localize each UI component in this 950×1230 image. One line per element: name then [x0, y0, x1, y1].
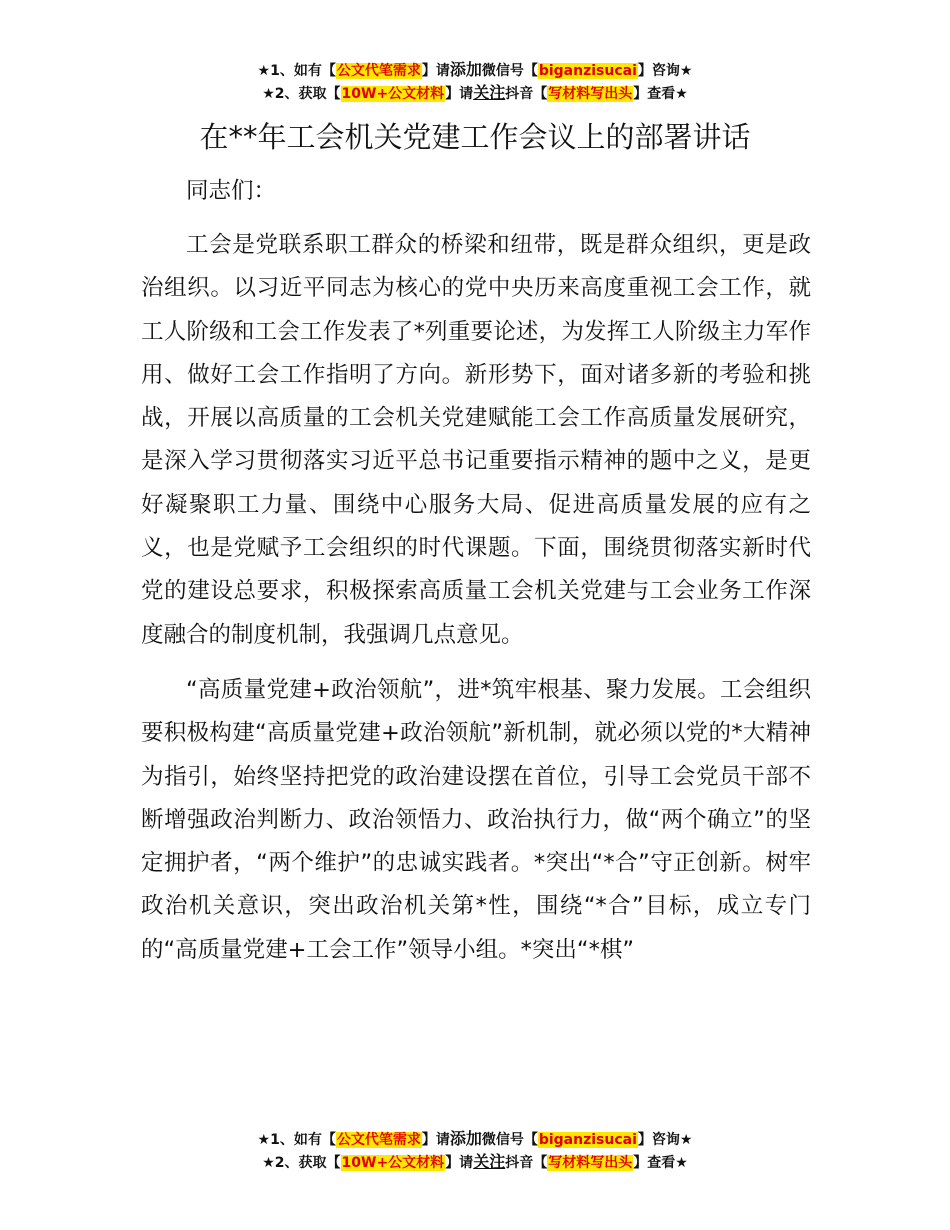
banner-text: ★2、获取【 [262, 1155, 341, 1171]
banner-text: ★1、如有【 [257, 1132, 336, 1148]
banner-text: 】请 [421, 1132, 450, 1148]
banner-text: 微信号【 [481, 63, 538, 79]
banner-text: ★1、如有【 [257, 63, 336, 79]
document-title: 在**年工会机关党建工作会议上的部署讲话 [199, 120, 751, 154]
banner-emphasis: 添加 [449, 1129, 482, 1148]
banner-emphasis: 关注 [473, 1152, 506, 1171]
banner-line-2 [0, 82, 950, 105]
banner-text: 】请 [445, 1155, 474, 1171]
banner-highlight: 写材料写出头 [548, 1155, 633, 1171]
banner-text: 】请 [421, 63, 450, 79]
banner-text: 】咨询★ [637, 1132, 693, 1148]
banner-line-2 [0, 1151, 950, 1174]
banner-text: ★2、获取【 [262, 86, 341, 102]
banner-highlight: biganzisucai [538, 1132, 637, 1148]
banner-text: 抖音【 [505, 86, 548, 102]
body-paragraph: 工会是党联系职工群众的桥梁和纽带，既是群众组织，更是政治组织。以习近平同志为核心的党中央历来高度重视工会工作，就工人阶级和工会工作发表了*列重要论述，为发挥工人阶级主力军作用、做好工会工作指明了方向。新形势下，面对诸多新的考验和挑战，开展以高质量的工会机关党建赋能工会工作高质量发展研究，是深入学习贯彻落实习近平总书记重要指示精神的题中之义，是更好凝聚职工力量、围绕中心服务大局、促进高质量发展的应有之义，也是党赋予工会组织的时代课题。下面，围绕贯彻落实新时代党的建设总要求，积极探索高质量工会机关党建与工会业务工作深度融合的制度机制，我强调几点意见。 [141, 232, 811, 648]
banner-text: 】查看★ [633, 1155, 688, 1171]
footer-banner [0, 1128, 950, 1174]
salutation-block [141, 170, 811, 213]
banner-text: 】请 [445, 86, 474, 102]
banner-highlight: 10W+公文材料 [341, 1155, 445, 1171]
banner-line-1 [0, 1128, 950, 1151]
banner-highlight: 公文代笔需求 [336, 63, 421, 79]
banner-highlight: biganzisucai [538, 63, 637, 79]
banner-emphasis: 关注 [473, 83, 506, 102]
banner-text: 抖音【 [505, 1155, 548, 1171]
banner-text: 微信号【 [481, 1132, 538, 1148]
banner-emphasis: 添加 [449, 60, 482, 79]
banner-line-1 [0, 59, 950, 82]
document-body [141, 224, 811, 972]
body-paragraph: “高质量党建+政治领航”，进*筑牢根基、聚力发展。工会组织要积极构建“高质量党建+政治领航”新机制，就必须以党的*大精神为指引，始终坚持把党的政治建设摆在首位，引导工会党员干部不断增强政治判断力、政治领悟力、政治执行力，做“两个确立”的坚定拥护者，“两个维护”的忠诚实践者。*突出“*合”守正创新。树牢政治机关意识，突出政治机关第*性，围绕“*合”目标，成立专门的“高质量党建+工会工作”领导小组。*突出“*棋” [141, 676, 811, 963]
salutation: 同志们： [186, 178, 277, 204]
banner-text: 】查看★ [633, 86, 688, 102]
banner-highlight: 公文代笔需求 [336, 1132, 421, 1148]
header-banner [0, 59, 950, 105]
banner-text: 】咨询★ [637, 63, 693, 79]
banner-highlight: 10W+公文材料 [341, 86, 445, 102]
banner-highlight: 写材料写出头 [548, 86, 633, 102]
